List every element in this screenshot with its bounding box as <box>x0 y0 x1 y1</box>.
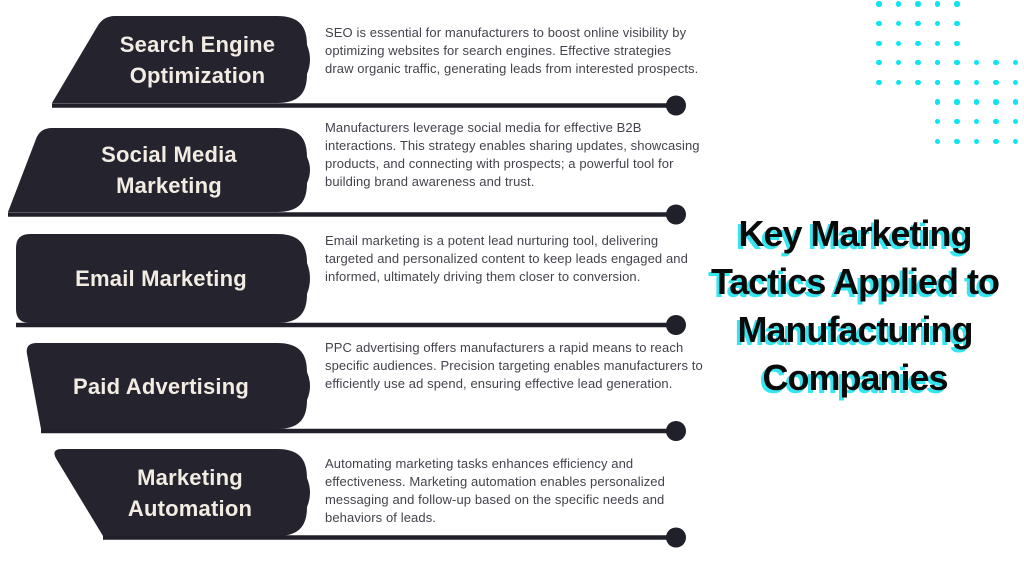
connector-endpoint-dot-3 <box>666 315 686 335</box>
banner-label-line: Optimization <box>129 62 266 88</box>
page-title-line: Tactics Applied to <box>710 261 1000 302</box>
description-marketing-automation: Automating marketing tasks enhances efficiency and effectiveness. Marketing automation enables personalized messaging and follow-up based on the specific needs and behaviors of leads. <box>325 456 665 525</box>
page-title-line: Key Marketing <box>738 213 972 254</box>
connector-endpoint-dot-5 <box>666 528 686 548</box>
description-email-marketing: Email marketing is a potent lead nurturing tool, delivering targeted and personalized content to keep leads engaged and informed, ultimately driving them closer to conversion. <box>325 233 688 284</box>
page-title-line: Manufacturing <box>737 309 973 350</box>
connector-endpoint-dot-1 <box>666 96 686 116</box>
banner-label-line: Social Media <box>101 142 237 167</box>
page-title-line: Companies <box>762 357 948 398</box>
description-search-engine-optimization: SEO is essential for manufacturers to boost online visibility by optimizing websites for search engines. Effective strategies draw organic traffic, generating leads from interested prospects. <box>325 25 699 76</box>
page-title <box>687 210 1023 402</box>
banner-label-line: Marketing <box>137 464 243 490</box>
banner-label-email-marketing <box>16 234 306 323</box>
banner-label-line: Search Engine <box>119 31 276 57</box>
banner-label-marketing-automation <box>75 449 305 536</box>
description-social-media-marketing: Manufacturers leverage social media for effective B2B interactions. This strategy enables sharing updates, showcasing products, and connecting with prospects; a powerful tool for building brand awareness and trust. <box>325 120 700 189</box>
banner-label-search-engine-optimization <box>85 16 310 103</box>
connector-endpoint-dot-2 <box>666 205 686 225</box>
description-paid-advertising: PPC advertising offers manufacturers a rapid means to reach specific audiences. Precision targeting enables manufacturers to efficiently use ad spend, ensuring effective lead generation. <box>325 340 703 391</box>
banner-label-line: Marketing <box>116 173 222 198</box>
banner-label-line: Paid Advertising <box>73 373 249 399</box>
connector-endpoint-dot-4 <box>666 421 686 441</box>
banner-label-social-media-marketing <box>40 128 298 212</box>
banner-label-line: Email Marketing <box>75 266 247 291</box>
banner-label-paid-advertising <box>30 343 292 429</box>
banner-label-line: Automation <box>127 495 253 521</box>
